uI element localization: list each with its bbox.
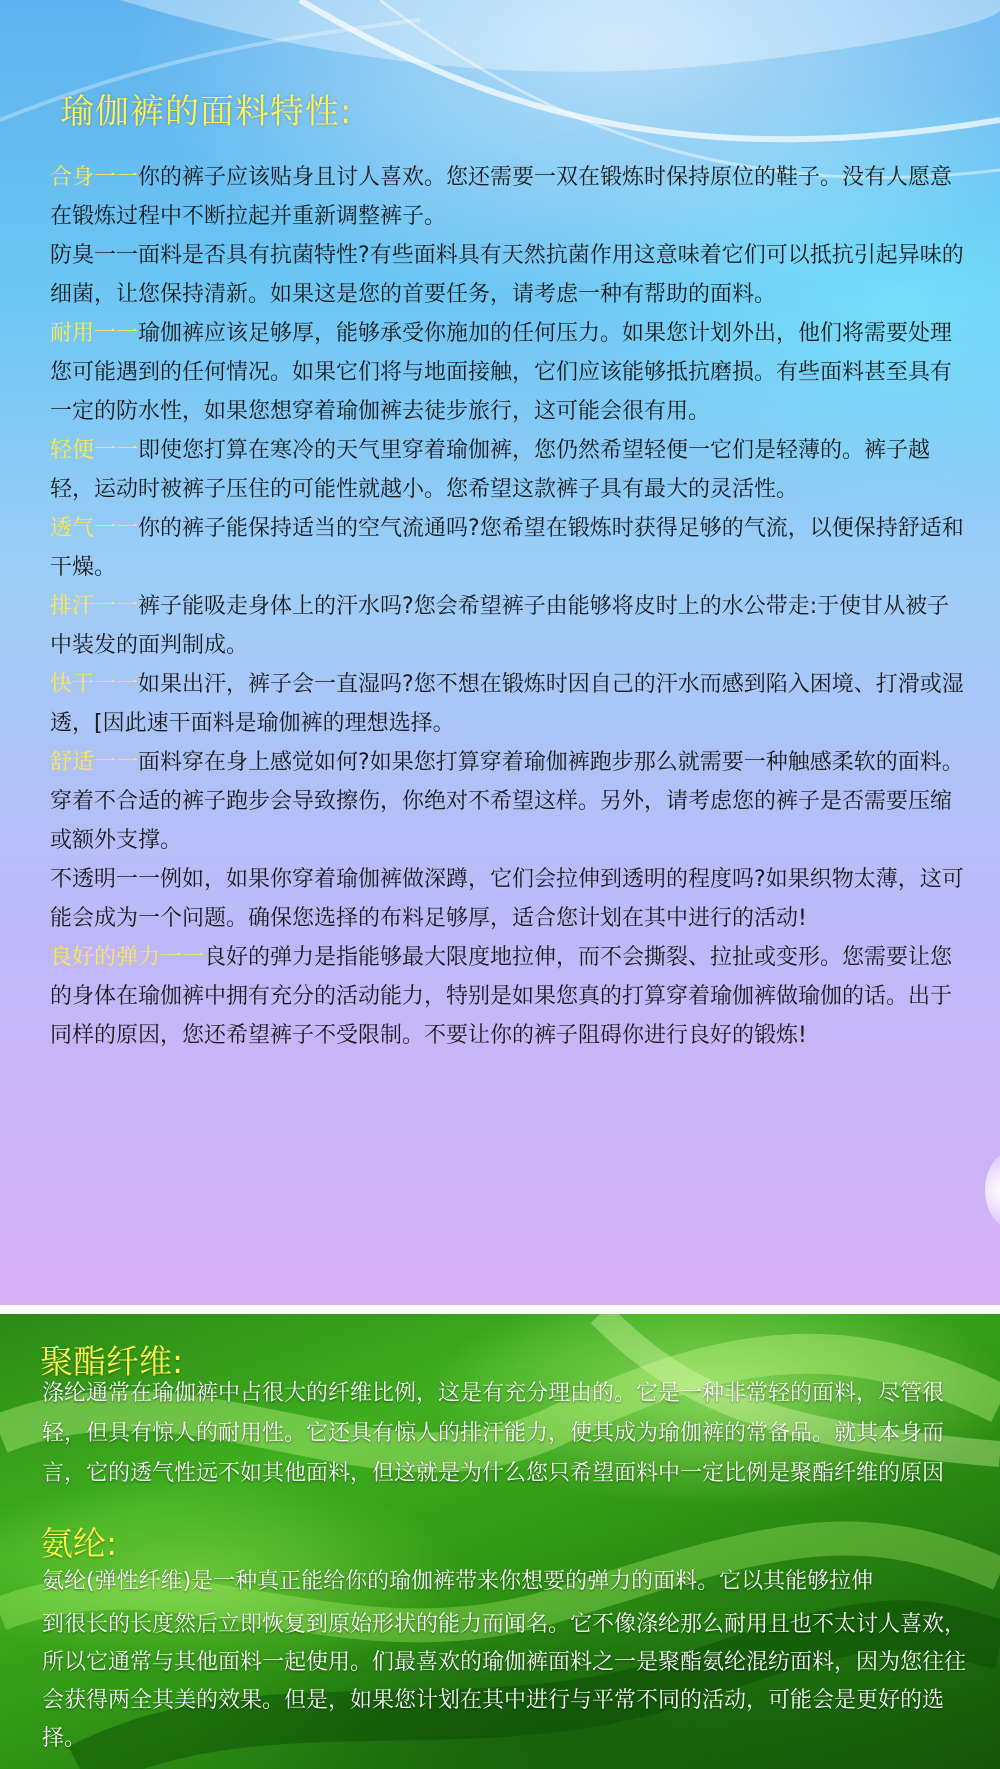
feature-text: 例如，如果你穿着瑜伽裤做深蹲，它们会拉伸到透明的程度吗?如果织物太薄，这可能会成为一个问题。确保您选择的布料足够厚，适合您计划在其中进行的活动! [50, 867, 964, 931]
feature-text: 即使您打算在寒冷的天气里穿着瑜伽裤，您仍然希望轻便一它们是轻薄的。裤子越轻，运动时被裤子压住的可能性就越小。您希望这款裤子具有最大的灵活性。 [50, 438, 931, 502]
feature-text: 面料穿在身上感觉如何?如果您打算穿着瑜伽裤跑步那么就需要一种触感柔软的面料。穿着不合适的裤子跑步会导致擦伤，你绝对不希望这样。另外，请考虑您的裤子是否需要压缩或额外支撑。 [50, 750, 964, 853]
spandex-text-rest: 到很长的长度然后立即恢复到原始形状的能力而闻名。它不像涤纶那么耐用且也不太讨人喜欢，所以它通常与其他面料一起使用。们最喜欢的瑜伽裤面料之一是聚酯氨纶混纺面料，因为您往往会获得两全其美的效果。但是，如果您计划在其中进行与平常不同的活动，可能会是更好的选择。 [42, 1612, 967, 1751]
feature-term: 排汗一一 [50, 594, 139, 619]
feature-item [50, 860, 965, 938]
feature-item [50, 236, 965, 314]
feature-term: 透气一一 [50, 516, 139, 541]
feature-term: 良好的弹力一一 [50, 945, 205, 970]
feature-term: 轻便一一 [50, 438, 139, 463]
feature-term: 合身一一 [50, 165, 139, 190]
decorative-glow [985, 1150, 1000, 1230]
fabric-section [0, 1314, 1000, 1769]
spandex-title: 氨纶: [40, 1524, 118, 1563]
feature-item [50, 938, 965, 1055]
feature-item [50, 665, 965, 743]
feature-term: 不透明一一 [50, 867, 161, 892]
polyester-title: 聚酯纤维: [40, 1342, 184, 1381]
feature-list [50, 158, 965, 1055]
feature-item [50, 314, 965, 431]
page-title: 瑜伽裤的面料特性: [60, 92, 353, 132]
feature-text: 裤子能吸走身体上的汗水吗?您会希望裤子由能够将皮时上的水公带走:于使甘从被子中装发的面判制成。 [50, 594, 950, 658]
feature-term: 耐用一一 [50, 321, 139, 346]
feature-term: 防臭一一 [50, 243, 139, 268]
feature-item [50, 158, 965, 236]
feature-item [50, 509, 965, 587]
feature-term: 快干一一 [50, 672, 139, 697]
feature-text: 面料是否具有抗菌特性?有些面料具有天然抗菌作用这意味着它们可以抵抗引起异味的细菌，让您保持清新。如果这是您的首要任务，请考虑一种有帮助的面料。 [50, 243, 964, 307]
feature-text: 良好的弹力是指能够最大限度地拉伸，而不会撕裂、拉扯或变形。您需要让您的身体在瑜伽裤中拥有充分的活动能力，特别是如果您真的打算穿着瑜伽裤做瑜伽的话。出于同样的原因，您还希望裤子不受限制。不要让你的裤子阻碍你进行良好的锻炼! [50, 945, 953, 1048]
polyester-text: 涤纶通常在瑜伽裤中占很大的纤维比例，这是有充分理由的。它是一种非常轻的面料，尽管很轻，但具有惊人的耐用性。它还具有惊人的排汗能力，使其成为瑜伽裤的常备品。就其本身而言，它的透气性远不如其他面料，但这就是为什么您只希望面料中一定比例是聚酯纤维的原因 [42, 1381, 945, 1486]
section-divider [0, 1305, 1000, 1314]
feature-text: 如果出汗，裤子会一直湿吗?您不想在锻炼时因自己的汗水而感到陷入困境、打滑或湿透，[因此速干面料是瑜伽裤的理想选择。 [50, 672, 964, 736]
feature-item [50, 431, 965, 509]
feature-item [50, 587, 965, 665]
feature-text: 你的裤子应该贴身且讨人喜欢。您还需要一双在锻炼时保持原位的鞋子。没有人愿意在锻炼过程中不断拉起并重新调整裤子。 [50, 165, 953, 229]
feature-text: 瑜伽裤应该足够厚，能够承受你施加的任何压力。如果您计划外出，他们将需要处理您可能遇到的任何情况。如果它们将与地面接触，它们应该能够抵抗磨损。有些面料甚至具有一定的防水性，如果您想穿着瑜伽裤去徒步旅行，这可能会很有用。 [50, 321, 953, 424]
spandex-text-line1: 氨纶(弹性纤维)是一种真正能给你的瑜伽裤带来你想要的弹力的面料。它以其能够拉伸 [42, 1569, 874, 1594]
feature-item [50, 743, 965, 860]
feature-text: 你的裤子能保持适当的空气流通吗?您希望在锻炼时获得足够的气流，以便保持舒适和干燥。 [50, 516, 964, 580]
feature-term: 舒适一一 [50, 750, 139, 775]
